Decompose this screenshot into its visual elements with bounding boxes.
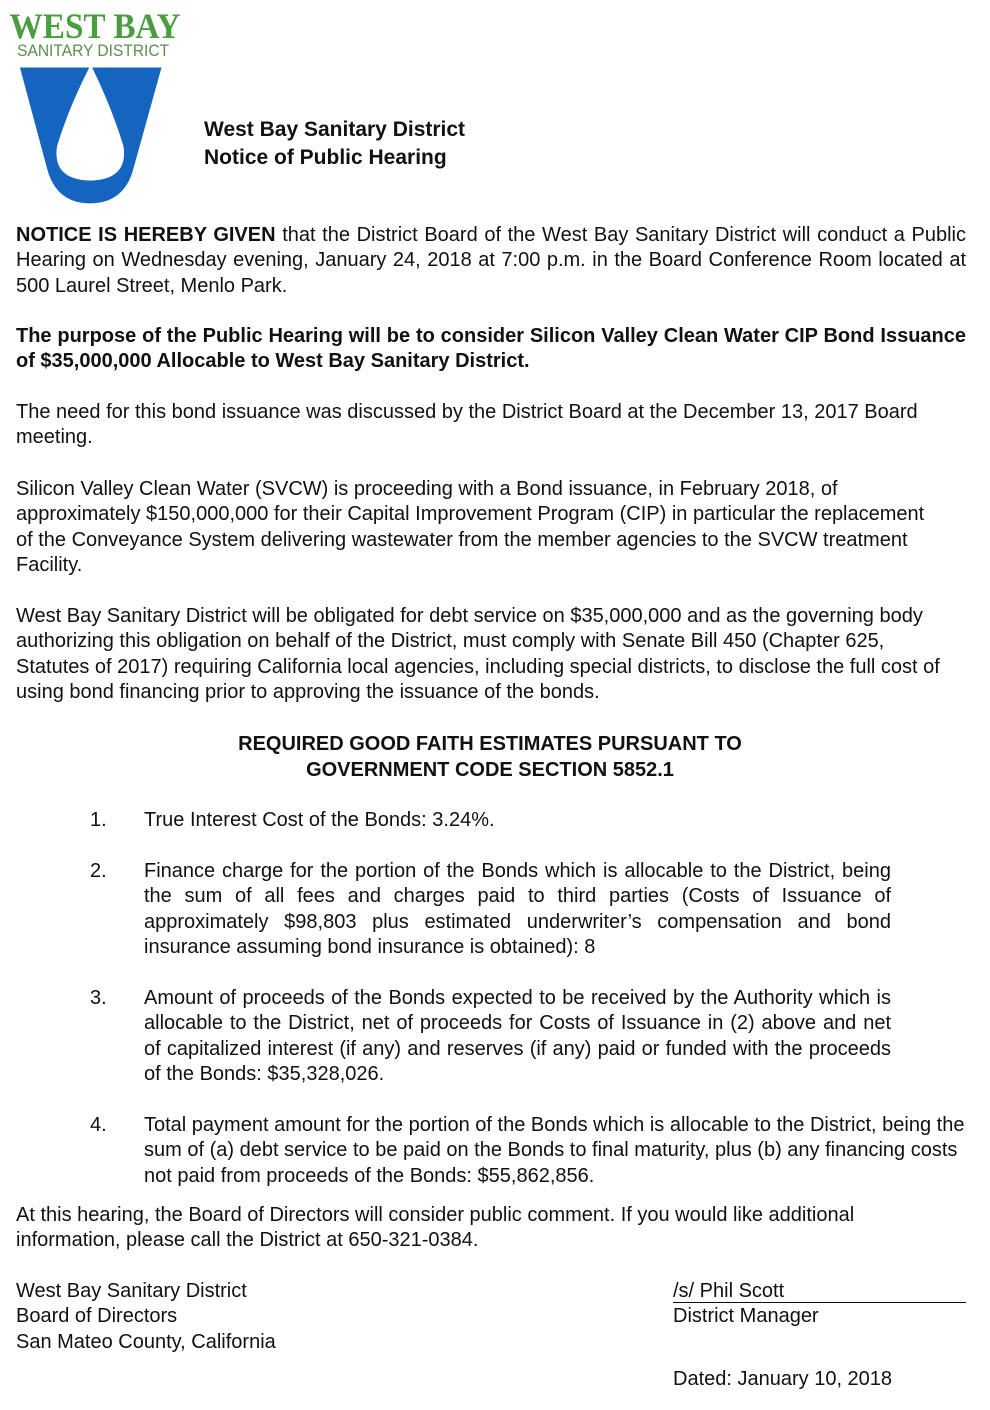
signature-block: [673, 1279, 966, 1330]
signature: /s/ Phil Scott: [673, 1280, 966, 1303]
item-text: Total payment amount for the portion of the Bonds which is allocable to the District, being the sum of (a) debt service to be paid on the Bonds to final maturity, plus (b) any financing costs not paid from proceeds of the Bonds: $55,862,856.: [144, 1114, 965, 1187]
item-number: 1.: [90, 809, 107, 831]
need-paragraph: The need for this bond issuance was discussed by the District Board at the December 13, 2017 Board meeting.: [16, 401, 918, 449]
item-number: 2.: [90, 860, 107, 882]
signer-role: District Manager: [673, 1305, 819, 1328]
notice-text: that the District Board of the West Bay Sanitary District will conduct a Public Hearing on Wednesday evening, January 24, 2018 at 7:00 p.m. in the Board Conference Room located at 500 Laurel Street, Menlo Park.: [16, 224, 966, 297]
estimates-heading: [0, 731, 980, 783]
svg-text:SANITARY DISTRICT: SANITARY DISTRICT: [17, 42, 170, 61]
svcw-paragraph: Silicon Valley Clean Water (SVCW) is proceeding with a Bond issuance, in February 2018, of approximately $150,000,000 for their Capital Improvement Program (CIP) in particular the replacement of the Conveyance System delivering wastewater from the member agencies to the SVCW treatment Facility.: [16, 478, 925, 577]
signoff-line: West Bay Sanitary District: [16, 1280, 247, 1302]
item-text: True Interest Cost of the Bonds: 3.24%.: [144, 809, 495, 831]
signoff-left: [16, 1279, 416, 1355]
obligation-paragraph: West Bay Sanitary District will be obligated for debt service on $35,000,000 and as the governing body authorizing this obligation on behalf of the District, must comply with Senate Bill 450 (Chapter 625, Statutes of 2017) requiring California local agencies, including special districts, to disclose the full cost of using bond financing prior to approving the issuance of the bonds.: [16, 605, 940, 704]
notice-title: Notice of Public Hearing: [204, 146, 447, 169]
closing-paragraph: At this hearing, the Board of Directors will consider public comment. If you would like additional information, please call the District at 650-321-0384.: [16, 1204, 855, 1252]
heading-line: REQUIRED GOOD FAITH ESTIMATES PURSUANT TO: [238, 733, 742, 755]
dated-line: Dated: January 10, 2018: [673, 1368, 893, 1390]
signoff-line: Board of Directors: [16, 1305, 178, 1328]
item-text: Finance charge for the portion of the Bonds which is allocable to the District, being the sum of all fees and charges paid to third parties (Costs of Issuance of approximately $98,803 plus estimated underwriter’s compensation and bond insurance assuming bond insurance is obtained): 8: [144, 860, 891, 959]
item-number: 4.: [90, 1114, 107, 1136]
west-bay-sanitary-district-logo: [0, 0, 190, 212]
item-text: Amount of proceeds of the Bonds expected to be received by the Authority which is allocable to the District, net of proceeds for Costs of Issuance in (2) above and net of capitalized interest (if any) and reserves (if any) paid or funded with the proceeds of the Bonds: $35,328,026.: [144, 987, 891, 1086]
svg-text:WEST BAY: WEST BAY: [9, 6, 181, 47]
notice-lead: NOTICE IS HEREBY GIVEN: [16, 224, 276, 246]
notice-org-title: West Bay Sanitary District: [204, 118, 466, 141]
signoff-line: San Mateo County, California: [16, 1330, 276, 1353]
item-number: 3.: [90, 987, 107, 1009]
notice-paragraph: [16, 223, 966, 299]
heading-line: GOVERNMENT CODE SECTION 5852.1: [306, 759, 674, 781]
purpose-paragraph: The purpose of the Public Hearing will be to consider Silicon Valley Clean Water CIP Bond Issuance of $35,000,000 Allocable to West Bay Sanitary District.: [16, 325, 966, 373]
